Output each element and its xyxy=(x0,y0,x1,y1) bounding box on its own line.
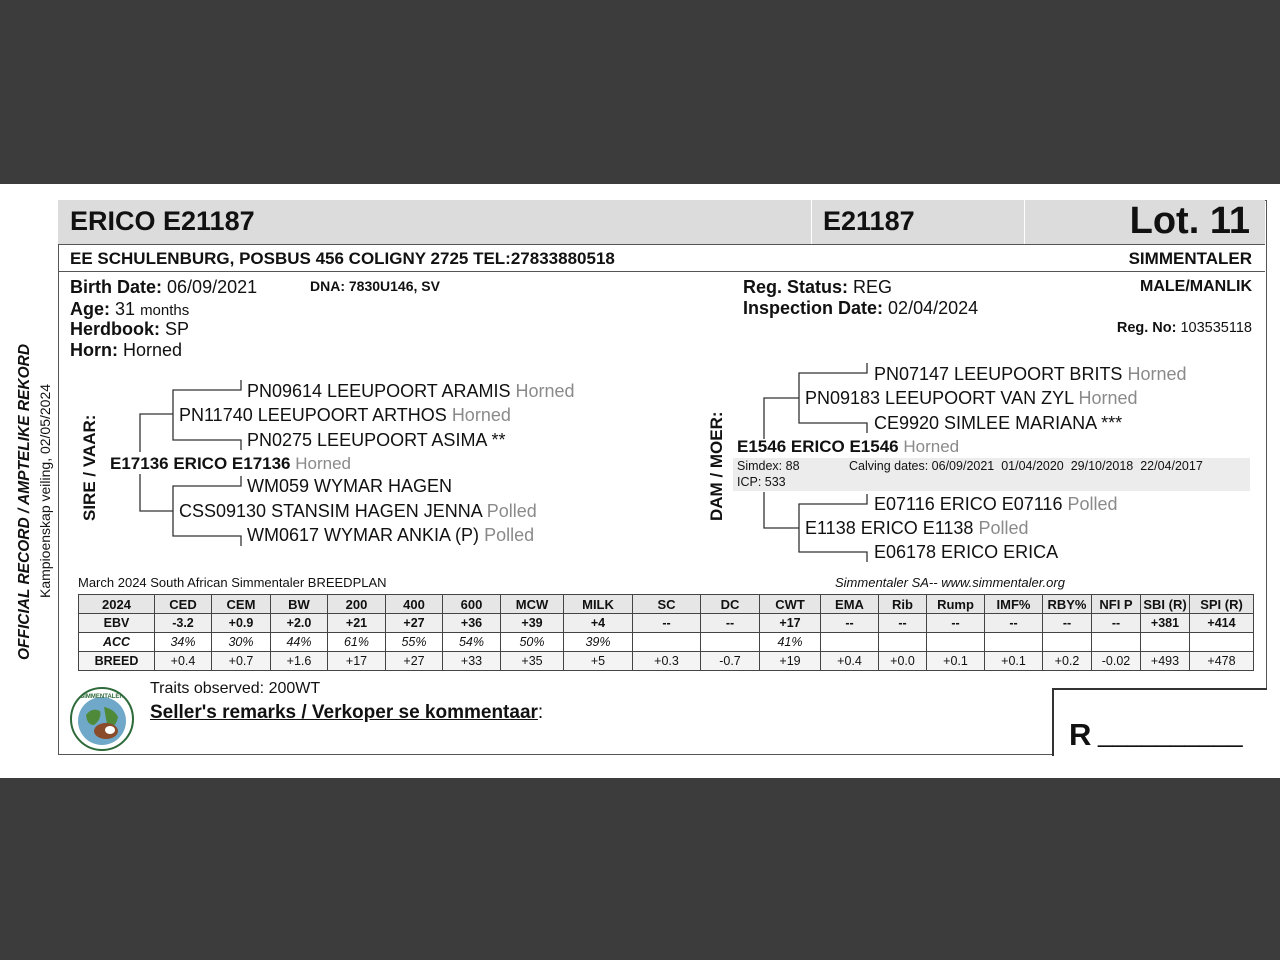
sire-dam-dam xyxy=(247,525,534,546)
ebv-table xyxy=(78,594,1254,671)
headers-cell: SPI (R) xyxy=(1190,595,1254,614)
sire-dam-sire xyxy=(247,476,452,497)
ebv-cell: +39 xyxy=(501,614,564,633)
ebv-cell: +4 xyxy=(564,614,633,633)
headers-cell: CEM xyxy=(212,595,271,614)
birth-date-value: 06/09/2021 xyxy=(167,277,258,297)
acc-cell xyxy=(633,633,701,652)
breeder-address: EE SCHULENBURG, POSBUS 456 COLIGNY 2725 TEL:27833880518 xyxy=(70,249,615,268)
headers-cell: NFI P xyxy=(1092,595,1141,614)
reg-status-label: Reg. Status: xyxy=(743,277,849,297)
acc-cell xyxy=(701,633,760,652)
breed-cell: +0.4 xyxy=(821,652,879,671)
ebv-cell: +2.0 xyxy=(271,614,328,633)
dam-dam xyxy=(805,518,1029,539)
breed-cell: +0.3 xyxy=(633,652,701,671)
ebv-cell: +0.9 xyxy=(212,614,271,633)
breed-cell: +493 xyxy=(1141,652,1190,671)
breed-row xyxy=(79,652,1254,671)
acc-cell: 55% xyxy=(386,633,443,652)
headers-cell: BW xyxy=(271,595,328,614)
sire-sire-name: PN11740 LEEUPOORT ARTHOS xyxy=(179,405,447,425)
birth-date-label: Birth Date: xyxy=(70,277,163,297)
horn-label: Horn: xyxy=(70,340,118,360)
breed-cell: +0.4 xyxy=(155,652,212,671)
dna-info: DNA: 7830U146, SV xyxy=(310,278,440,294)
breed-cell: -0.7 xyxy=(701,652,760,671)
ebv-cell: +414 xyxy=(1190,614,1254,633)
dam-sire-sire xyxy=(874,364,1187,385)
sire-sire-dam xyxy=(247,430,505,451)
sire-sire-horn: Horned xyxy=(451,405,511,425)
dam-horn: Horned xyxy=(903,437,960,456)
ebv-cell: -- xyxy=(1092,614,1141,633)
acc-cell: 61% xyxy=(328,633,386,652)
dam-sire-sire-horn: Horned xyxy=(1127,364,1187,384)
breed-cell: +19 xyxy=(760,652,821,671)
sire-dam-sire-name: WM059 WYMAR HAGEN xyxy=(247,476,453,496)
acc-cell xyxy=(1190,633,1254,652)
headers-cell: EMA xyxy=(821,595,879,614)
acc-cell: 39% xyxy=(564,633,633,652)
dam-dam-sire xyxy=(874,494,1118,515)
breedplan-source: Simmentaler SA-- www.simmentaler.org xyxy=(835,575,1065,590)
lot-number: Lot. 11 xyxy=(1129,200,1250,242)
sire-horn: Horned xyxy=(295,454,352,473)
official-record-label: OFFICIAL RECORD / AMPTELIKE REKORD xyxy=(16,343,33,660)
ebv-cell: EBV xyxy=(79,614,155,633)
dam-dam-horn: Polled xyxy=(978,518,1029,538)
ebv-cell: -- xyxy=(985,614,1043,633)
traits-observed: Traits observed: 200WT xyxy=(150,680,321,697)
price-blank[interactable]: __________ xyxy=(1098,718,1243,748)
headers-cell: CWT xyxy=(760,595,821,614)
age-unit: months xyxy=(140,302,190,319)
sire-dam-dam-name: WM0617 WYMAR ANKIA (P) xyxy=(247,525,480,545)
sire-dam-horn: Polled xyxy=(486,501,537,521)
ebv-cell: -- xyxy=(821,614,879,633)
breed-cell: +0.1 xyxy=(985,652,1043,671)
dam-dam-dam-name: E06178 ERICO ERICA xyxy=(874,542,1059,562)
reg-no-label: Reg. No: xyxy=(1116,320,1177,336)
breed-cell: +33 xyxy=(443,652,501,671)
age-value: 31 xyxy=(115,299,136,319)
breed-cell: +478 xyxy=(1190,652,1254,671)
headers-cell: 2024 xyxy=(79,595,155,614)
reg-status-value: REG xyxy=(853,277,893,297)
breed-cell: +0.1 xyxy=(927,652,985,671)
dam-sire-dam-name: CE9920 SIMLEE MARIANA *** xyxy=(874,413,1123,433)
sire-sire-sire xyxy=(247,381,575,402)
ebv-cell: +381 xyxy=(1141,614,1190,633)
price-label: R xyxy=(1069,717,1092,752)
sellers-remarks-colon: : xyxy=(537,702,544,723)
breed-cell: +27 xyxy=(386,652,443,671)
headers-cell: IMF% xyxy=(985,595,1043,614)
sire-dam-dam-horn: Polled xyxy=(484,525,535,545)
dam-sire-dam xyxy=(874,413,1122,434)
dam xyxy=(737,437,959,457)
dam-calving-dates: Calving dates: 06/09/2021 01/04/2020 29/10/2018 22/04/2017 xyxy=(849,459,1203,473)
headers-cell: Rib xyxy=(879,595,927,614)
acc-cell: ACC xyxy=(79,633,155,652)
inspection-date-label: Inspection Date: xyxy=(743,298,884,318)
headers-cell: MILK xyxy=(564,595,633,614)
ebv-cell: +27 xyxy=(386,614,443,633)
breed-cell: +35 xyxy=(501,652,564,671)
headers-cell: RBY% xyxy=(1043,595,1092,614)
animal-name: ERICO E21187 xyxy=(70,206,255,236)
ebv-cell: -- xyxy=(927,614,985,633)
herdbook-value: SP xyxy=(165,319,190,339)
breed-cell: +0.2 xyxy=(1043,652,1092,671)
breed-cell: +17 xyxy=(328,652,386,671)
acc-cell: 54% xyxy=(443,633,501,652)
headers-cell: 600 xyxy=(443,595,501,614)
acc-cell: 44% xyxy=(271,633,328,652)
sellers-remarks xyxy=(150,702,543,724)
sire-dam xyxy=(179,501,537,522)
breed-cell: -0.02 xyxy=(1092,652,1141,671)
headers-cell: 400 xyxy=(386,595,443,614)
dam-dam-sire-horn: Polled xyxy=(1067,494,1118,514)
reg-no-value: 103535118 xyxy=(1180,320,1252,336)
ebv-cell: -- xyxy=(879,614,927,633)
acc-cell: 34% xyxy=(155,633,212,652)
headers-cell: CED xyxy=(155,595,212,614)
simmentaler-logo xyxy=(70,687,134,751)
ebv-cell: +36 xyxy=(443,614,501,633)
ebv-cell: -- xyxy=(633,614,701,633)
headers-cell: MCW xyxy=(501,595,564,614)
acc-cell xyxy=(985,633,1043,652)
sire xyxy=(110,454,351,474)
dam-sire-sire-name: PN07147 LEEUPOORT BRITS xyxy=(874,364,1123,384)
breed-cell: +0.7 xyxy=(212,652,271,671)
ebv-cell: +21 xyxy=(328,614,386,633)
acc-cell xyxy=(1043,633,1092,652)
herdbook-label: Herdbook: xyxy=(70,319,160,339)
sire-sire-sire-horn: Horned xyxy=(515,381,575,401)
logo-text: SIMMENTALER xyxy=(80,694,124,700)
acc-row xyxy=(79,633,1254,652)
breed-cell: +5 xyxy=(564,652,633,671)
dam-sire-name: PN09183 LEEUPOORT VAN ZYL xyxy=(805,388,1074,408)
sire-heading: SIRE / VAAR: xyxy=(80,414,99,521)
sire-name: E17136 ERICO E17136 xyxy=(110,454,291,473)
acc-cell: 30% xyxy=(212,633,271,652)
dam-simdex: Simdex: 88 xyxy=(737,459,800,473)
breed-cell: BREED xyxy=(79,652,155,671)
dam-sire xyxy=(805,388,1138,409)
acc-cell xyxy=(927,633,985,652)
headers-cell: DC xyxy=(701,595,760,614)
acc-cell xyxy=(1141,633,1190,652)
dam-dam-dam xyxy=(874,542,1058,563)
ebv-cell: +17 xyxy=(760,614,821,633)
sire-sire-dam-name: PN0275 LEEUPOORT ASIMA ** xyxy=(247,430,506,450)
headers-cell: 200 xyxy=(328,595,386,614)
dam-name: E1546 ERICO E1546 xyxy=(737,437,899,456)
horn-value: Horned xyxy=(123,340,183,360)
dam-dam-name: E1138 ERICO E1138 xyxy=(805,518,974,538)
dam-heading: DAM / MOER: xyxy=(707,411,726,521)
sire-sire-sire-name: PN09614 LEEUPOORT ARAMIS xyxy=(247,381,511,401)
sellers-remarks-label: Seller's remarks / Verkoper se kommentaar xyxy=(150,702,538,723)
animal-id: E21187 xyxy=(823,206,915,236)
dam-dam-sire-name: E07116 ERICO E07116 xyxy=(874,494,1063,514)
globe-cow-icon xyxy=(72,689,132,749)
ebv-cell: -- xyxy=(1043,614,1092,633)
acc-cell: 41% xyxy=(760,633,821,652)
animal-record-sheet xyxy=(0,184,1280,778)
breed-cell: +0.0 xyxy=(879,652,927,671)
inspection-date-value: 02/04/2024 xyxy=(888,298,979,318)
acc-cell: 50% xyxy=(501,633,564,652)
dam-sire-horn: Horned xyxy=(1078,388,1138,408)
ebv-row xyxy=(79,614,1254,633)
headers-cell: SBI (R) xyxy=(1141,595,1190,614)
ebv-cell: -3.2 xyxy=(155,614,212,633)
breed-name: SIMMENTALER xyxy=(1128,249,1252,268)
headers-cell: SC xyxy=(633,595,701,614)
ebv-cell: -- xyxy=(701,614,760,633)
sale-label: Kampioenskap veiling, 02/05/2024 xyxy=(37,383,53,598)
dam-icp: ICP: 533 xyxy=(737,475,786,489)
sire-dam-name: CSS09130 STANSIM HAGEN JENNA xyxy=(179,501,482,521)
acc-cell xyxy=(1092,633,1141,652)
breedplan-title: March 2024 South African Simmentaler BREEDPLAN xyxy=(78,575,387,590)
sire-sire xyxy=(179,405,511,426)
ebv-header-row xyxy=(79,595,1254,614)
acc-cell xyxy=(821,633,879,652)
sex: MALE/MANLIK xyxy=(1140,278,1252,295)
breed-cell: +1.6 xyxy=(271,652,328,671)
headers-cell: Rump xyxy=(927,595,985,614)
acc-cell xyxy=(879,633,927,652)
age-label: Age: xyxy=(70,299,110,319)
